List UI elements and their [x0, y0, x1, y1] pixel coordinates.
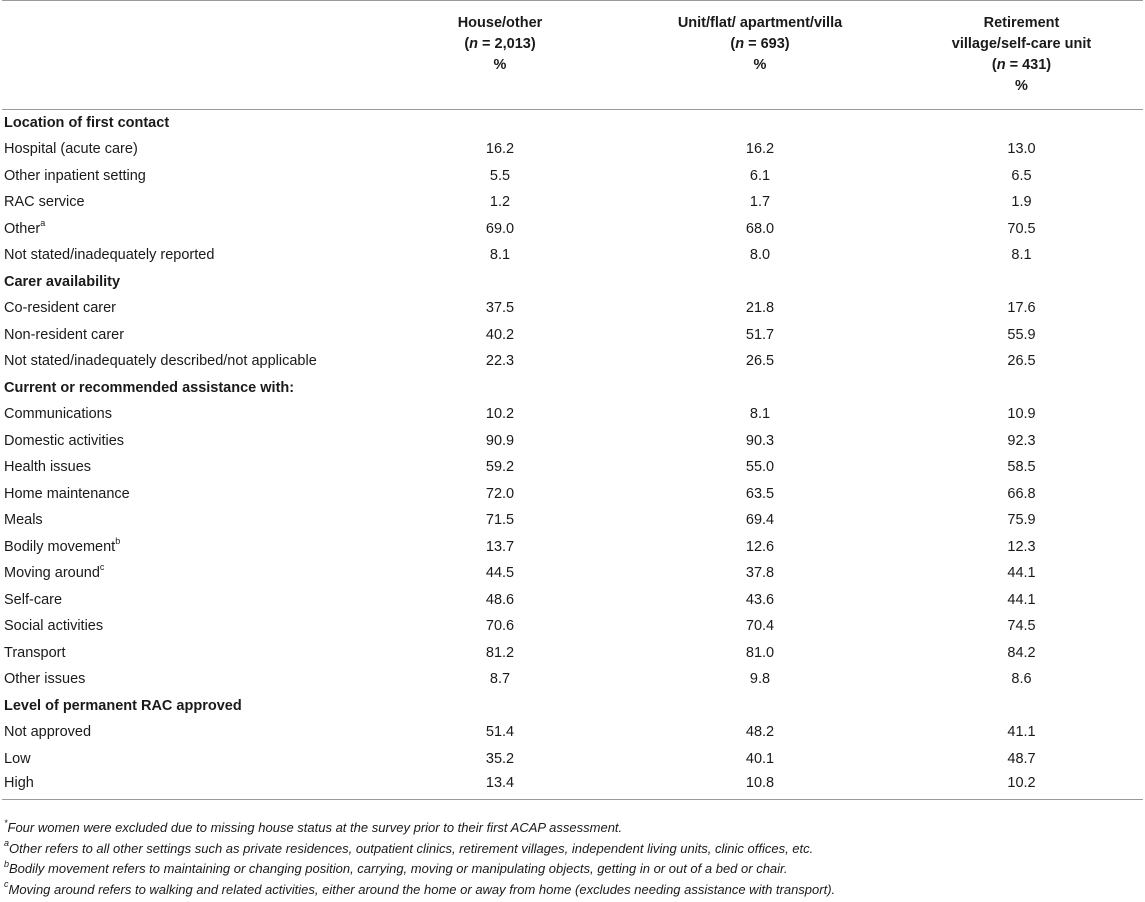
header-unit-flat: [620, 1, 900, 110]
footnote-mark: c: [4, 879, 9, 890]
footnote-text: Other refers to all other settings such as private residences, outpatient clinics, retirement villages, independent living units, clinic offices, etc.: [9, 840, 814, 856]
header-col2-n-value: 693: [760, 36, 785, 52]
value-cell: 43.6: [745, 591, 775, 608]
table-row: [2, 242, 1143, 269]
value-cell: 8.1: [749, 406, 771, 423]
section-header-row: [2, 693, 1143, 720]
value-cell: 84.2: [1007, 644, 1036, 661]
row-label-cell: [2, 348, 380, 375]
row-label: Domestic activities: [4, 432, 125, 449]
value-cell: 10.8: [620, 772, 900, 800]
row-label: Self-care: [4, 591, 63, 608]
header-col3-n-value: 431: [1022, 57, 1047, 73]
value-cell: 8.1: [1011, 247, 1032, 264]
row-label: Hospital (acute care): [4, 141, 138, 158]
row-label-cell: [2, 507, 380, 534]
value-cell: 13.7: [485, 538, 515, 555]
row-label-cell: [2, 242, 380, 269]
footnote-line: [4, 818, 1134, 839]
row-label-cell: [2, 613, 380, 640]
table-row: [2, 613, 1143, 640]
value-cell: 37.8: [745, 565, 775, 582]
row-label-cell: [2, 189, 380, 216]
table-row: [2, 189, 1143, 216]
table-row: [2, 163, 1143, 190]
table-header: [2, 1, 1143, 110]
row-label: Meals: [4, 512, 43, 529]
table-row: [2, 216, 1143, 243]
value-cell: 81.2: [485, 644, 515, 661]
value-cell: 16.2: [745, 141, 775, 158]
value-cell: 70.4: [745, 618, 775, 635]
row-label: Communications: [4, 406, 112, 423]
value-cell: 66.8: [1007, 485, 1036, 502]
value-cell: 74.5: [1007, 618, 1036, 635]
value-cell: 1.9: [1011, 194, 1032, 211]
header-col3-n: (n = 431): [991, 57, 1052, 73]
table-row: [2, 640, 1143, 667]
header-col3-title-line1: Retirement: [983, 15, 1060, 31]
header-retirement-village: [900, 1, 1143, 110]
row-label: Other: [4, 220, 41, 237]
value-cell: 48.2: [745, 724, 775, 741]
row-label-cell: [2, 587, 380, 614]
row-label: Low: [4, 750, 31, 767]
footnote-line: [4, 859, 1134, 880]
data-table: [2, 0, 1143, 800]
section-title: Current or recommended assistance with:: [4, 379, 295, 396]
row-label: Home maintenance: [4, 485, 130, 502]
table-row: [2, 454, 1143, 481]
value-cell: 26.5: [1007, 353, 1036, 370]
section-header-row: [2, 110, 1143, 137]
table-row: [2, 534, 1143, 561]
row-label-cell: [2, 454, 380, 481]
section-title: Carer availability: [4, 273, 121, 290]
value-cell: 35.2: [485, 750, 515, 767]
row-label: Not stated/inadequately described/not applicable: [4, 353, 317, 370]
value-cell: 51.7: [745, 326, 775, 343]
row-label-cell: [2, 163, 380, 190]
row-label-cell: [2, 136, 380, 163]
value-cell: 63.5: [745, 485, 775, 502]
value-cell: 6.1: [749, 167, 771, 184]
footnote-mark: a: [4, 838, 10, 849]
value-cell: 55.9: [1007, 326, 1036, 343]
value-cell: 48.7: [1007, 750, 1036, 767]
value-cell: 6.5: [1011, 167, 1032, 184]
value-cell: 10.2: [900, 772, 1143, 800]
value-cell: 90.3: [745, 432, 775, 449]
row-label-cell: [2, 401, 380, 428]
table-row: [2, 401, 1143, 428]
section-title: Location of first contact: [4, 115, 170, 131]
row-label-cell: [2, 295, 380, 322]
row-label-cell: [2, 640, 380, 667]
section-header-row: [2, 269, 1143, 296]
table-row: [2, 428, 1143, 455]
header-col3-unit: %: [1015, 78, 1028, 94]
value-cell: 68.0: [745, 220, 775, 237]
row-label: Bodily movement: [4, 538, 116, 555]
header-col2-title: Unit/flat/ apartment/villa: [677, 15, 843, 31]
header-label-cell: [2, 1, 380, 110]
header-col1-n-value: 2,013: [494, 36, 531, 52]
value-cell: 8.0: [749, 247, 771, 264]
row-label-cell: [2, 772, 380, 800]
table-row: [2, 587, 1143, 614]
value-cell: 58.5: [1007, 459, 1036, 476]
row-label: Co-resident carer: [4, 300, 117, 317]
row-label: Other inpatient setting: [4, 167, 146, 184]
table-row: [2, 295, 1143, 322]
value-cell: 81.0: [745, 644, 775, 661]
table-row: [2, 560, 1143, 587]
footnote-marker: b: [115, 535, 121, 546]
header-col1-unit: %: [493, 57, 507, 73]
footnote-text: Moving around refers to walking and related activities, either around the home or away from home (excludes needing assistance with transport).: [8, 881, 836, 897]
value-cell: 40.1: [745, 750, 775, 767]
value-cell: 59.2: [485, 459, 515, 476]
header-col3-title-line2: village/self-care unit: [951, 36, 1092, 52]
value-cell: 12.3: [1007, 538, 1036, 555]
footnote-mark: b: [4, 858, 10, 869]
value-cell: 8.7: [489, 671, 511, 688]
value-cell: 72.0: [485, 485, 515, 502]
row-label: Moving around: [4, 565, 100, 582]
row-label: Not approved: [4, 724, 92, 741]
value-cell: 71.5: [485, 512, 515, 529]
value-cell: 41.1: [1007, 724, 1036, 741]
footnote-text: Bodily movement refers to maintaining or changing position, carrying, moving or manipulating objects, getting in or out of a bed or chair.: [9, 861, 788, 876]
value-cell: 26.5: [745, 353, 775, 370]
footnote-text: Four women were excluded due to missing house status at the survey prior to their first ACAP assessment.: [7, 820, 623, 835]
row-label-cell: [2, 719, 380, 746]
value-cell: 44.5: [485, 565, 515, 582]
value-cell: 69.4: [745, 512, 775, 529]
footnote-line: [4, 880, 1134, 901]
value-cell: 69.0: [485, 220, 515, 237]
footnotes: [4, 818, 1134, 900]
row-label-cell: [2, 534, 380, 561]
table-row: [2, 772, 1143, 800]
value-cell: 51.4: [485, 724, 515, 741]
row-label: High: [4, 775, 34, 791]
table-row: [2, 322, 1143, 349]
footnote-line: [4, 839, 1134, 860]
value-cell: 55.0: [745, 459, 775, 476]
value-cell: 8.6: [1011, 671, 1032, 688]
value-cell: 10.2: [485, 406, 515, 423]
header-col2-n: (n = 693): [730, 36, 790, 52]
table-row: [2, 348, 1143, 375]
row-label: Not stated/inadequately reported: [4, 247, 215, 264]
value-cell: 37.5: [485, 300, 515, 317]
row-label-cell: [2, 746, 380, 773]
value-cell: 17.6: [1007, 300, 1036, 317]
header-house-other: [380, 1, 620, 110]
value-cell: 9.8: [749, 671, 771, 688]
value-cell: 48.6: [485, 591, 515, 608]
row-label-cell: [2, 481, 380, 508]
row-label: Other issues: [4, 671, 86, 688]
table-row: [2, 507, 1143, 534]
value-cell: 1.2: [489, 194, 511, 211]
value-cell: 16.2: [485, 141, 515, 158]
row-label: Health issues: [4, 459, 92, 476]
table-row: [2, 666, 1143, 693]
row-label-cell: [2, 322, 380, 349]
value-cell: 10.9: [1007, 406, 1036, 423]
footnote-mark: *: [4, 817, 8, 828]
value-cell: 13.0: [1007, 141, 1036, 158]
value-cell: 5.5: [489, 167, 511, 184]
value-cell: 21.8: [745, 300, 775, 317]
section-title: Level of permanent RAC approved: [4, 697, 242, 714]
value-cell: 44.1: [1007, 591, 1036, 608]
header-col1-title: House/other: [457, 15, 543, 31]
row-label-cell: [2, 216, 380, 243]
row-label-cell: [2, 560, 380, 587]
value-cell: 90.9: [485, 432, 515, 449]
table-body: [2, 110, 1143, 800]
footnote-marker: a: [40, 217, 46, 228]
table-row: [2, 746, 1143, 773]
table-row: [2, 719, 1143, 746]
row-label: Non-resident carer: [4, 326, 125, 343]
footnote-marker: c: [99, 562, 105, 573]
value-cell: 40.2: [485, 326, 515, 343]
table-row: [2, 136, 1143, 163]
value-cell: 22.3: [485, 353, 515, 370]
table-row: [2, 481, 1143, 508]
row-label: RAC service: [4, 194, 85, 211]
value-cell: 70.6: [485, 618, 515, 635]
value-cell: 1.7: [749, 194, 771, 211]
value-cell: 75.9: [1007, 512, 1036, 529]
value-cell: 92.3: [1007, 432, 1036, 449]
header-col2-unit: %: [753, 57, 767, 73]
row-label-cell: [2, 666, 380, 693]
value-cell: 8.1: [489, 247, 511, 264]
row-label: Social activities: [4, 618, 104, 635]
section-header-row: [2, 375, 1143, 402]
value-cell: 13.4: [380, 772, 620, 800]
value-cell: 70.5: [1007, 220, 1036, 237]
value-cell: 44.1: [1007, 565, 1036, 582]
value-cell: 12.6: [745, 538, 775, 555]
row-label: Transport: [4, 644, 66, 661]
header-col1-n: (n = 2,013): [464, 36, 536, 52]
row-label-cell: [2, 428, 380, 455]
